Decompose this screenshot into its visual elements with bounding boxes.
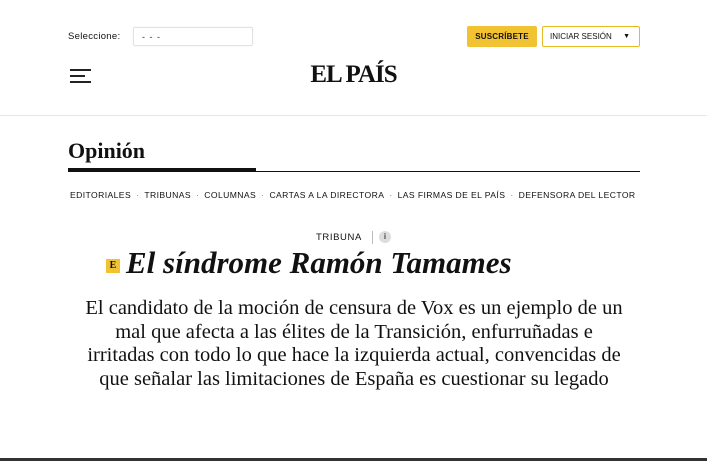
subnav-item-cartas[interactable]: CARTAS A LA DIRECTORA — [269, 190, 385, 200]
article-headline: El síndrome Ramón Tamames — [126, 245, 512, 280]
article-standfirst: El candidato de la moción de censura de Vox es un ejemplo de un mal que afecta a las élites de la Transición, enfurruñadas e irritadas con todo lo que hace la izquierda actual, convencidas de que señalar las limitaciones de España es cuestionar su legado — [85, 297, 623, 390]
article-kicker[interactable]: TRIBUNA — [316, 232, 362, 243]
edition-select-label: Seleccione: — [68, 31, 121, 42]
section-underline — [68, 168, 256, 172]
subnav-separator: · — [510, 190, 514, 200]
subnav-separator: · — [196, 190, 200, 200]
section-divider — [256, 171, 640, 172]
subnav-item-tribunas[interactable]: TRIBUNAS — [144, 190, 191, 200]
subnav-separator: · — [136, 190, 140, 200]
site-header — [0, 0, 707, 116]
subnav-separator: · — [389, 190, 393, 200]
login-button-label: INICIAR SESIÓN — [550, 32, 612, 41]
info-icon[interactable]: i — [379, 231, 391, 243]
subnav-item-editoriales[interactable]: EDITORIALES — [70, 190, 132, 200]
subnav-item-columnas[interactable]: COLUMNAS — [204, 190, 257, 200]
subnav-separator: · — [261, 190, 265, 200]
section-subnav — [70, 190, 640, 204]
edition-select[interactable]: - - - — [133, 27, 253, 46]
subnav-item-firmas[interactable]: LAS FIRMAS DE EL PAÍS — [397, 190, 506, 200]
login-button[interactable] — [542, 26, 640, 47]
chevron-down-icon: ▼ — [623, 33, 630, 40]
section-title[interactable]: Opinión — [68, 138, 146, 163]
site-logo[interactable]: EL PAÍS — [310, 61, 397, 88]
subscribe-button[interactable]: SUSCRÍBETE — [467, 26, 537, 47]
subnav-item-defensora[interactable]: DEFENSORA DEL LECTOR — [518, 190, 636, 200]
kicker-divider — [372, 231, 373, 244]
exclusive-icon: E — [106, 259, 120, 273]
